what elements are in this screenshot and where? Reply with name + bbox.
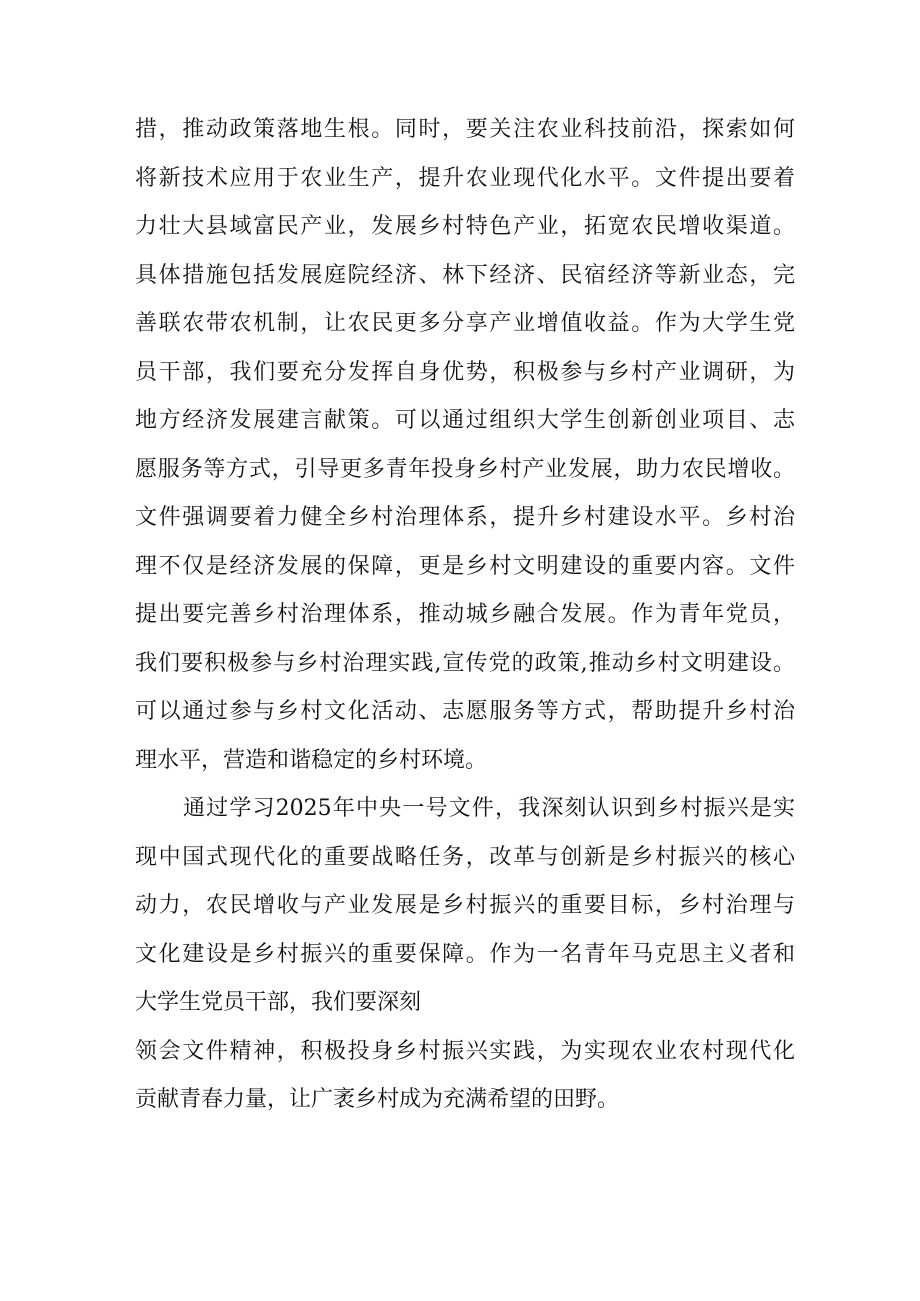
text-line: 员干部，我们要充分发挥自身优势，积极参与乡村产业调研，为 [135, 359, 795, 385]
text-line: 将新技术应用于农业生产，提升农业现代化水平。文件提出要着 [135, 165, 795, 191]
text-line: 理水平，营造和谐稳定的乡村环境。 [135, 747, 488, 773]
paragraph-3 [135, 1030, 795, 1127]
paragraph-1 [135, 108, 795, 787]
text-line: 通过学习2025年中央一号文件，我深刻认识到乡村振兴是实 [183, 796, 795, 821]
text-line: 理不仅是经济发展的保障，更是乡村文明建设的重要内容。文件 [135, 553, 795, 579]
paragraph-2 [135, 787, 795, 1030]
document-body [135, 108, 795, 1127]
text-line: 文化建设是乡村振兴的重要保障。作为一名青年马克思主义者和 [135, 941, 795, 967]
text-line: 力壮大县域富民产业，发展乡村特色产业，拓宽农民增收渠道。 [135, 214, 795, 239]
text-line: 贡献青春力量，让广袤乡村成为充满希望的田野。 [135, 1087, 620, 1112]
text-line: 提出要完善乡村治理体系，推动城乡融合发展。作为青年党员， [135, 602, 795, 627]
text-line: 领会文件精神，积极投身乡村振兴实践，为实现农业农村现代化 [135, 1038, 795, 1064]
text-line: 文件强调要着力健全乡村治理体系，提升乡村建设水平。乡村治 [135, 505, 795, 530]
text-line: 措，推动政策落地生根。同时，要关注农业科技前沿，探索如何 [135, 117, 795, 142]
text-line: 现中国式现代化的重要战略任务，改革与创新是乡村振兴的核心 [135, 844, 795, 870]
text-line: 可以通过参与乡村文化活动、志愿服务等方式，帮助提升乡村治 [135, 699, 795, 724]
text-line: 愿服务等方式，引导更多青年投身乡村产业发展，助力农民增收。 [135, 456, 795, 482]
text-line: 具体措施包括发展庭院经济、林下经济、民宿经济等新业态，完 [135, 262, 795, 288]
text-line: 我们要积极参与乡村治理实践,宣传党的政策,推动乡村文明建设。 [135, 650, 795, 676]
text-line: 地方经济发展建言献策。可以通过组织大学生创新创业项目、志 [135, 408, 795, 433]
text-line: 动力，农民增收与产业发展是乡村振兴的重要目标，乡村治理与 [135, 893, 795, 918]
text-line: 大学生党员干部，我们要深刻 [135, 990, 422, 1015]
text-line: 善联农带农机制，让农民更多分享产业增值收益。作为大学生党 [135, 311, 795, 336]
